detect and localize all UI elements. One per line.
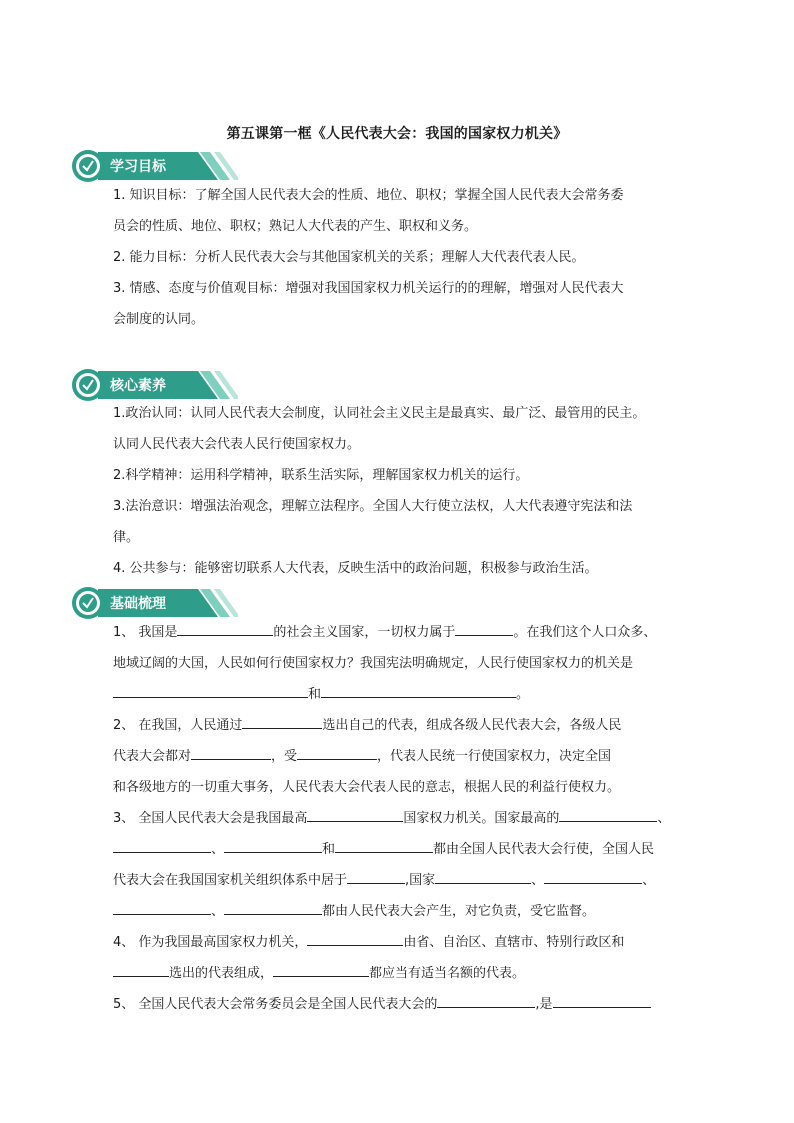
goal-line: 2. 能力目标：分析人民代表大会与其他国家机关的关系；理解人大代表代表人民。 [113,250,585,265]
blank[interactable] [307,807,403,822]
blank[interactable] [307,931,403,946]
blank[interactable] [437,993,535,1008]
blank[interactable] [242,714,322,729]
literacy-line: 4. 公共参与：能够密切联系人大代表，反映生活中的政治问题，积极参与政治生活。 [113,561,598,576]
literacy-line: 律。 [113,530,140,545]
blank[interactable] [321,683,516,698]
goal-line: 3. 情感、态度与价值观目标：增强对我国国家权力机关运行的的理解，增强对人民代表大 [113,281,624,296]
blank[interactable] [559,807,657,822]
blank[interactable] [113,962,169,977]
q1-line-1: 1、 我国是 的社会主义国家，一切权力属于 。在我们这个人口众多、 [113,617,683,648]
q3-line-4: 、 都由人民代表大会产生，对它负责，受它监督。 [113,896,683,927]
section-label: 基础梳理 [110,596,166,612]
q1-line-3: 和 。 [113,679,683,710]
basics-list [113,617,683,1020]
blank[interactable] [177,621,273,636]
blank[interactable] [544,869,642,884]
goals-list [113,180,683,335]
blank[interactable] [297,745,377,760]
literacy-line: 2.科学精神：运用科学精神，联系生活实际，理解国家权力机关的运行。 [113,468,529,483]
blank[interactable] [113,900,211,915]
blank[interactable] [191,745,271,760]
section-header-basics [68,585,238,621]
blank[interactable] [224,900,322,915]
literacy-line: 认同人民代表大会代表人民行使国家权力。 [113,437,361,452]
literacy-line: 1.政治认同：认同人民代表大会制度，认同社会主义民主是最真实、最广泛、最管用的民主。 [113,406,646,421]
document-title: 第五课第一框《人民代表大会：我国的国家权力机关》 [226,126,568,142]
goal-line: 会制度的认同。 [113,312,205,327]
blank[interactable] [335,838,433,853]
q2-line-3: 和各级地方的一切重大事务，人民代表大会代表人民的意志，根据人民的利益行使权力。 [113,780,621,795]
blank[interactable] [553,993,651,1008]
blank[interactable] [455,621,513,636]
literacy-line: 3.法治意识：增强法治观念，理解立法程序。全国人大行使立法权，人大代表遵守宪法和法 [113,499,633,514]
blank[interactable] [273,962,369,977]
section-header-goals [68,148,238,184]
literacy-list [113,398,683,584]
q2-line-1: 2、 在我国，人民通过 选出自己的代表，组成各级人民代表大会，各级人民 [113,710,683,741]
section-label: 学习目标 [110,159,166,175]
q1-line-2: 地域辽阔的大国，人民如何行使国家权力？我国宪法明确规定，人民行使国家权力的机关是 [113,656,634,671]
q5-line-1: 5、 全国人民代表大会常务委员会是全国人民代表大会的 ,是 [113,989,683,1020]
q3-line-1: 3、 全国人民代表大会是我国最高 国家权力机关。国家最高的 、 [113,803,683,834]
blank[interactable] [113,683,308,698]
blank[interactable] [347,869,405,884]
q3-line-3: 代表大会在我国国家机关组织体系中居于 ,国家 、 、 [113,865,683,896]
blank[interactable] [435,869,531,884]
q3-line-2: 、 和 都由全国人民代表大会行使，全国人民 [113,834,683,865]
blank[interactable] [113,838,211,853]
q4-line-2: 选出的代表组成， 都应当有适当名额的代表。 [113,958,683,989]
q4-line-1: 4、 作为我国最高国家权力机关， 由省、自治区、直辖市、特别行政区和 [113,927,683,958]
section-label: 核心素养 [110,378,166,394]
goal-line: 1. 知识目标：了解全国人民代表大会的性质、地位、职权；掌握全国人民代表大会常务委 [113,188,624,203]
goal-line: 员会的性质、地位、职权；熟记人大代表的产生、职权和义务。 [113,219,478,234]
q2-line-2: 代表大会都对 ，受 ，代表人民统一行使国家权力，决定全国 [113,741,683,772]
blank[interactable] [224,838,322,853]
